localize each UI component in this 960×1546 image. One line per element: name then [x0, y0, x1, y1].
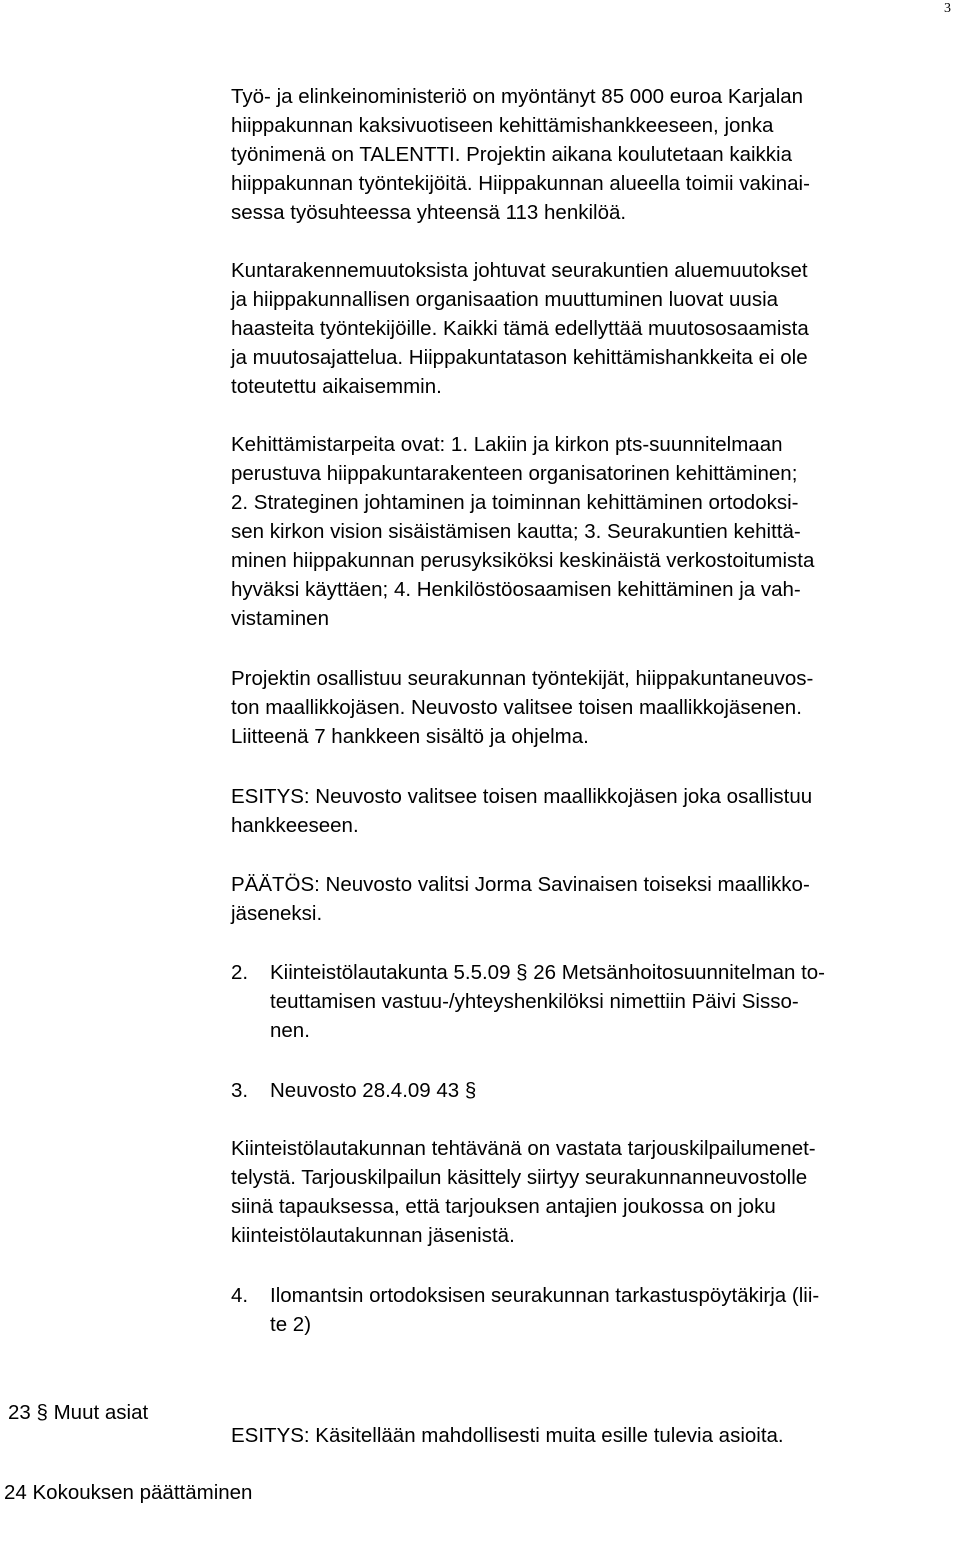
- text-line: 2. Strateginen johtaminen ja toiminnan kehittäminen ortodoksi-: [231, 491, 799, 514]
- section-heading-kokouksen-paattaminen: 24 Kokouksen päättäminen: [4, 1481, 253, 1504]
- text-line: Työ- ja elinkeinoministeriö on myöntänyt 85 000 euroa Karjalan: [231, 85, 804, 108]
- text-line: työnimenä on TALENTTI. Projektin aikana koulutetaan kaikkia: [231, 143, 793, 166]
- text-line: ja muutosajattelua. Hiippakuntatason kehittämishankkeita ei ole: [231, 346, 808, 369]
- list-item-number: 2.: [231, 961, 249, 984]
- page-number: 3: [944, 1, 951, 16]
- text-line: vistaminen: [231, 607, 329, 630]
- text-line: ESITYS: Käsitellään mahdollisesti muita esille tulevia asioita.: [231, 1424, 784, 1447]
- text-line: Ilomantsin ortodoksisen seurakunnan tarkastuspöytäkirja (lii-: [270, 1284, 820, 1307]
- list-item-number: 3.: [231, 1079, 249, 1102]
- list-item-number: 4.: [231, 1284, 249, 1307]
- text-line: ton maallikkojäsen. Neuvosto valitsee toisen maallikkojäsenen.: [231, 696, 802, 719]
- text-line: siinä tapauksessa, että tarjouksen antajien joukossa on joku: [231, 1195, 776, 1218]
- text-line: nen.: [270, 1019, 310, 1042]
- text-line: PÄÄTÖS: Neuvosto valitsi Jorma Savinaisen toiseksi maallikko-: [231, 873, 810, 896]
- text-line: Liitteenä 7 hankkeen sisältö ja ohjelma.: [231, 725, 589, 748]
- text-line: Kehittämistarpeita ovat: 1. Lakiin ja kirkon pts-suunnitelmaan: [231, 433, 783, 456]
- text-line: ESITYS: Neuvosto valitsee toisen maallikkojäsen joka osallistuu: [231, 785, 813, 808]
- text-line: minen hiippakunnan perusyksiköksi keskinäistä verkostoitumista: [231, 549, 815, 572]
- text-line: te 2): [270, 1313, 312, 1336]
- text-line: Projektin osallistuu seurakunnan työntekijät, hiippakuntaneuvos-: [231, 667, 814, 690]
- text-line: kiinteistölautakunnan jäsenistä.: [231, 1224, 515, 1247]
- text-line: perustuva hiippakuntarakenteen organisatorinen kehittäminen;: [231, 462, 798, 485]
- text-line: jäseneksi.: [231, 902, 323, 925]
- text-line: hiippakunnan työntekijöitä. Hiippakunnan alueella toimii vakinai-: [231, 172, 810, 195]
- text-line: hankkeeseen.: [231, 814, 359, 837]
- text-line: telystä. Tarjouskilpailun käsittely siirtyy seurakunnanneuvostolle: [231, 1166, 808, 1189]
- text-line: Kiinteistölautakunnan tehtävänä on vastata tarjouskilpailumenet-: [231, 1137, 816, 1160]
- text-line: teuttamisen vastuu-/yhteyshenkilöksi nimettiin Päivi Sisso-: [270, 990, 799, 1013]
- text-line: toteutettu aikaisemmin.: [231, 375, 442, 398]
- text-line: sen kirkon vision sisäistämisen kautta; 3. Seurakuntien kehittä-: [231, 520, 801, 543]
- text-line: Kuntarakennemuutoksista johtuvat seurakuntien aluemuutokset: [231, 259, 808, 282]
- text-line: sessa työsuhteessa yhteensä 113 henkilöä.: [231, 201, 627, 224]
- text-line: hiippakunnan kaksivuotiseen kehittämishankkeeseen, jonka: [231, 114, 774, 137]
- text-line: hyväksi käyttäen; 4. Henkilöstöosaamisen kehittäminen ja vah-: [231, 578, 801, 601]
- text-line: haasteita työntekijöille. Kaikki tämä edellyttää muutososaamista: [231, 317, 809, 340]
- text-line: Neuvosto 28.4.09 43 §: [270, 1079, 477, 1102]
- section-heading-muut-asiat: 23 § Muut asiat: [8, 1401, 149, 1424]
- text-line: Kiinteistölautakunta 5.5.09 § 26 Metsänhoitosuunnitelman to-: [270, 961, 826, 984]
- text-line: ja hiippakunnallisen organisaation muuttuminen luovat uusia: [231, 288, 779, 311]
